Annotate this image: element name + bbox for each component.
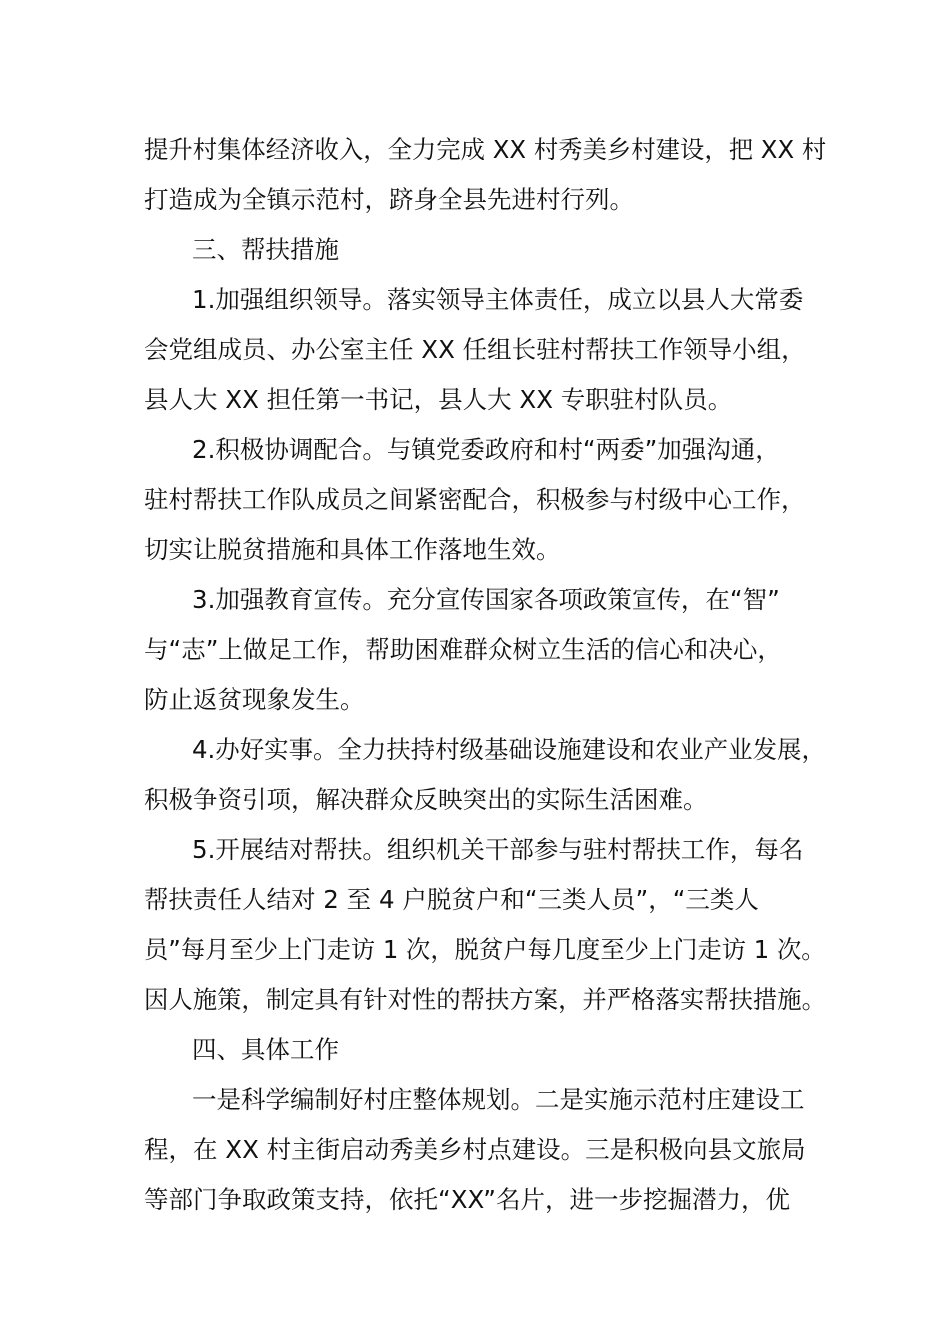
text-line: 程，在 XX 村主街启动秀美乡村点建设。三是积极向县文旅局 [144, 1135, 806, 1164]
text-line: 5.开展结对帮扶。组织机关干部参与驻村帮扶工作，每名 [192, 835, 804, 864]
text-line: 积极争资引项，解决群众反映突出的实际生活困难。 [144, 785, 708, 814]
text-line: 防止返贫现象发生。 [144, 685, 365, 714]
text-line: 会党组成员、办公室主任 XX 任组长驻村帮扶工作领导小组， [144, 335, 806, 364]
section-heading: 四、具体工作 [192, 1035, 339, 1064]
text-line: 员”每月至少上门走访 1 次，脱贫户每几度至少上门走访 1 次。 [144, 935, 826, 964]
text-line: 3.加强教育宣传。充分宣传国家各项政策宣传，在“智” [192, 585, 780, 614]
text-line: 驻村帮扶工作队成员之间紧密配合，积极参与村级中心工作， [144, 485, 806, 514]
text-line: 与“志”上做足工作，帮助困难群众树立生活的信心和决心， [144, 635, 782, 664]
text-line: 因人施策，制定具有针对性的帮扶方案，并严格落实帮扶措施。 [144, 985, 826, 1014]
text-line: 县人大 XX 担任第一书记，县人大 XX 专职驻村队员。 [144, 385, 733, 414]
text-line: 等部门争取政策支持，依托“XX”名片，进一步挖掘潜力，优 [144, 1185, 790, 1214]
section-heading: 三、帮扶措施 [192, 235, 339, 264]
text-line: 1.加强组织领导。落实领导主体责任，成立以县人大常委 [192, 285, 804, 314]
text-line: 一是科学编制好村庄整体规划。二是实施示范村庄建设工 [192, 1085, 805, 1114]
text-line: 2.积极协调配合。与镇党委政府和村“两委”加强沟通， [192, 435, 780, 464]
text-line: 切实让脱贫措施和具体工作落地生效。 [144, 535, 561, 564]
text-line: 4.办好实事。全力扶持村级基础设施建设和农业产业发展， [192, 735, 826, 764]
text-line: 提升村集体经济收入，全力完成 XX 村秀美乡村建设，把 XX 村 [144, 135, 827, 164]
text-line: 帮扶责任人结对 2 至 4 户脱贫户和“三类人员”，“三类人 [144, 885, 759, 914]
text-line: 打造成为全镇示范村，跻身全县先进村行列。 [144, 185, 634, 214]
